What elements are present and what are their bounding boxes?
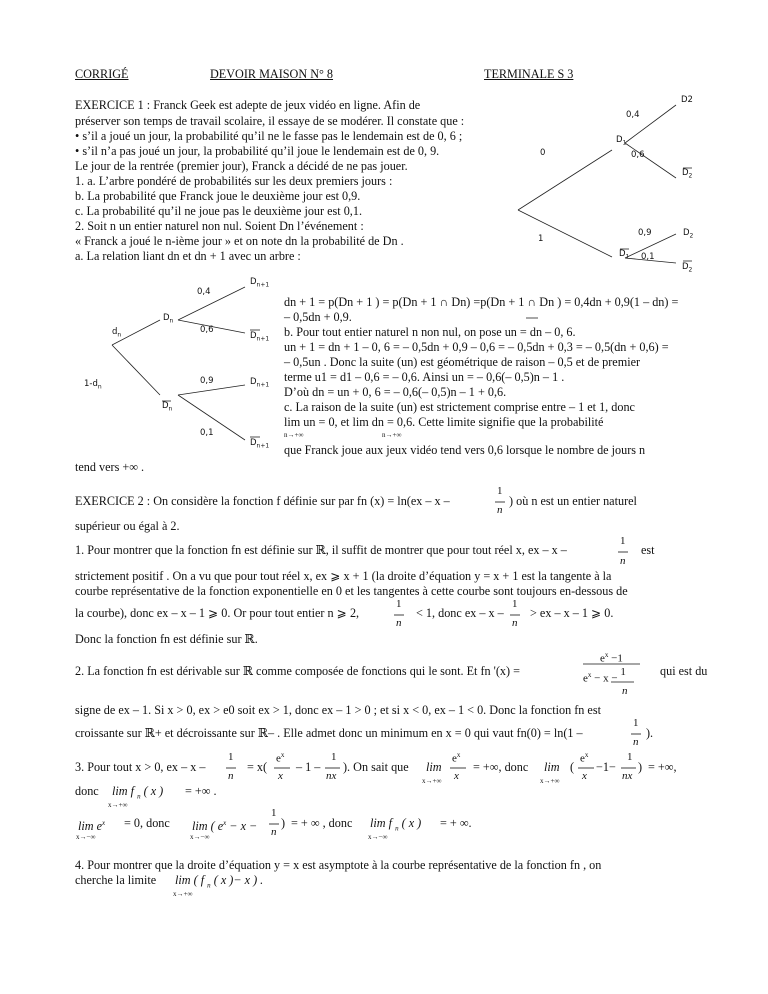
- tree2-dn: $D_n$: [163, 313, 174, 325]
- lim-7-sub: x→+∞: [173, 890, 193, 898]
- ex1-line-8: 2. Soit n un entier naturel non nul. Soient Dn l’événement :: [75, 219, 364, 233]
- tree1-p-04: 0,4: [626, 110, 640, 120]
- frac-num-7: $e^x$: [276, 751, 285, 765]
- ex2-intro-end: ) où n est un entier naturel: [509, 494, 637, 508]
- tree2-dn-prob: $d_n$: [112, 327, 122, 339]
- ex2-q3-b: = x(: [247, 760, 268, 774]
- ex1-answer-4: – 0,5un . Donc la suite (un) est géométrique de raison – 0,5 et de premier: [284, 355, 641, 369]
- lim-1: lim: [426, 760, 442, 774]
- lim-2-paren-close: ): [638, 760, 643, 774]
- tree2-p-06: 0,6: [200, 325, 214, 335]
- ex2-q2-c-end: ).: [646, 726, 654, 740]
- frac-den-8: nx: [326, 770, 337, 782]
- lim-4: $\lim e^x$: [78, 819, 106, 834]
- frac-num-9: $e^x$: [452, 751, 461, 765]
- ex2-q4-a: 4. Pour montrer que la droite d’équation y = x est asymptote à la courbe représentative de la fonction fn , on: [75, 858, 602, 872]
- tree1-p-0: 0: [540, 148, 546, 158]
- tree2-dn1-bar: $D_{n+1}$: [250, 331, 270, 343]
- ex2-q1-c: courbe représentative de la fonction exponentielle en 0 et les tangentes à cette courbe sont toujours en-dessous de: [75, 584, 628, 598]
- frac-den-6: n: [228, 770, 234, 782]
- frac-num-1: 1: [497, 485, 503, 497]
- lim-1-sub: x→+∞: [422, 777, 442, 785]
- lim-2-mid: −1−: [596, 760, 616, 774]
- lim-4-sub: x→−∞: [76, 833, 96, 841]
- ex1-line-5: 1. a. L’arbre pondéré de probabilités sur les deux premiers jours :: [75, 174, 393, 188]
- lim-2-paren-open: (: [570, 760, 575, 774]
- lim-5-sub: x→−∞: [190, 833, 210, 841]
- ex2-q3-d: ). On sait que: [343, 760, 409, 774]
- header-center: DEVOIR MAISON N° 8: [210, 67, 334, 81]
- ex2-q1-d3: > ex – x – 1 ⩾ 0.: [530, 606, 614, 620]
- ex1-line-3: • s’il n’a pas joué un jour, la probabilité qu’il joue le lendemain est de 0, 9.: [75, 144, 440, 158]
- tree2-p-04: 0,4: [197, 287, 211, 297]
- ex2-q1-d2: < 1, donc ex – x –: [416, 606, 504, 620]
- tree2-dn1-mid: $D_{n+1}$: [250, 377, 270, 389]
- ex2-q3-k: = + ∞.: [440, 816, 472, 830]
- lim-5-close: ): [281, 816, 286, 830]
- lim-sub-dn: n→+∞: [382, 431, 402, 439]
- ex1-line-9: « Franck a joué le n-ième jour » et on note dn la probabilité de Dn .: [75, 234, 404, 248]
- lim-3-sub: x→+∞: [108, 801, 128, 809]
- frac-num-11: 1: [627, 751, 633, 763]
- tree1-d2-bar: $D_2$: [682, 168, 693, 180]
- tree1-p-1: 1: [538, 234, 544, 244]
- tree2-one-minus-dn: $1-d_n$: [84, 379, 102, 391]
- frac-num-12: 1: [271, 807, 277, 819]
- ex1-line-0: EXERCICE 1 : Franck Geek est adepte de jeux vidéo en ligne. Afin de: [75, 98, 421, 112]
- ex1-line-4: Le jour de la rentrée (premier jour), Franck a décidé de ne pas jouer.: [75, 159, 408, 173]
- deriv-den-n: n: [622, 685, 628, 697]
- frac-den-12: n: [271, 826, 277, 838]
- tree2-dn-bar: $D_n$: [162, 401, 173, 413]
- ex2-q1-b: strictement positif . On a vu que pour tout réel x, ex ⩾ x + 1 (la droite d’équation y = x + 1 est la tangente à la: [75, 569, 612, 583]
- ex1-line-2: • s’il a joué un jour, la probabilité qu’il ne le fasse pas le lendemain est de 0, 6 ;: [75, 129, 463, 143]
- ex2-intro2: supérieur ou égal à 2.: [75, 519, 180, 533]
- lim-3: lim f $_n$ ( x ): [112, 784, 164, 801]
- ex2-q3-h: = +∞ .: [185, 784, 217, 798]
- tree1-p-01: 0,1: [641, 252, 655, 262]
- frac-den-4: n: [512, 617, 518, 629]
- frac-num-4: 1: [512, 598, 518, 610]
- ex2-q1-a: 1. Pour montrer que la fonction fn est définie sur ℝ, il suffit de montrer que pour tout réel x, ex – x –: [75, 543, 567, 557]
- tree2-dn1-top: $D_{n+1}$: [250, 277, 270, 289]
- ex2-q2-a: 2. La fonction fn est dérivable sur ℝ comme composée de fonctions qui le sont. Et fn '(x) =: [75, 664, 520, 678]
- frac-den-5: n: [633, 736, 639, 748]
- tree1-d2-mid: $D_2$: [683, 228, 694, 240]
- frac-den-10: x: [582, 770, 587, 782]
- ex1-answer-3: un + 1 = dn + 1 – 0, 6 = – 0,5dn + 0,9 – 0,6 = – 0,5dn + 0,3 = – 0,5(dn + 0,6) =: [284, 340, 669, 354]
- ex1-line-7: c. La probabilité qu’il ne joue pas le deuxième jour est 0,1.: [75, 204, 362, 218]
- ex1-answer-8: lim un = 0, et lim dn = 0,6. Cette limite signifie que la probabilité: [284, 415, 604, 429]
- frac-num-10: $e^x$: [580, 751, 589, 765]
- frac-den-3: n: [396, 617, 402, 629]
- frac-den-11: nx: [622, 770, 633, 782]
- ex1-line-6: b. La probabilité que Franck joue le deuxième jour est 0,9.: [75, 189, 361, 203]
- ex1-line-10: a. La relation liant dn et dn + 1 avec un arbre :: [75, 249, 301, 263]
- lim-6: lim f $_n$ ( x ): [370, 816, 422, 833]
- ex1-line-1: préserver son temps de travail scolaire, il essaye de se modérer. Il constate que :: [75, 114, 465, 128]
- tree2-p-01: 0,1: [200, 428, 214, 438]
- ex2-q3-g: donc: [75, 784, 99, 798]
- ex2-q3-e: = +∞, donc: [473, 760, 529, 774]
- ex2-intro: EXERCICE 2 : On considère la fonction f définie sur par fn (x) = ln(ex – x –: [75, 494, 450, 508]
- frac-den-7: x: [278, 770, 283, 782]
- frac-num-2: 1: [620, 535, 626, 547]
- ex1-answer-0: dn + 1 = p(Dn + 1 ) = p(Dn + 1 ∩ Dn) =p(Dn + 1 ∩ Dn ) = 0,4dn + 0,9(1 – dn) =: [284, 295, 679, 309]
- frac-num-8: 1: [331, 751, 337, 763]
- lim-2-sub: x→+∞: [540, 777, 560, 785]
- ex2-q3-f: = +∞,: [648, 760, 677, 774]
- ex2-q2-b: signe de ex – 1. Si x > 0, ex > e0 soit ex > 1, donc ex – 1 > 0 ; et si x < 0, ex – 1 < 0. Donc la fonction fn est: [75, 703, 601, 717]
- lim-6-sub: x→−∞: [368, 833, 388, 841]
- frac-den-9: x: [454, 770, 459, 782]
- ex2-q3-j: = + ∞ , donc: [291, 816, 353, 830]
- ex1-answer-6: D’où dn = un + 0, 6 = – 0,6(– 0,5)n – 1 + 0,6.: [284, 385, 507, 399]
- tree1-d2-top: D2: [681, 95, 693, 105]
- tree1-d1: $D_1$: [616, 135, 627, 147]
- ex2-q3-c: – 1 –: [296, 760, 321, 774]
- ex2-q2-c: croissante sur ℝ+ et décroissante sur ℝ– . Elle admet donc un minimum en x = 0 qui vaut fn(0) = ln(1 –: [75, 726, 583, 740]
- ex2-q3-i: = 0, donc: [124, 816, 170, 830]
- ex2-q1-d1: la courbe), donc ex – x – 1 ⩾ 0. Or pour tout entier n ⩾ 2,: [75, 606, 360, 620]
- frac-den-n: n: [497, 504, 503, 516]
- lim-2: lim: [544, 760, 560, 774]
- tree1-d2-bottom: $D_2$: [682, 262, 693, 274]
- deriv-den: $e^x - x - 1$: [583, 665, 626, 685]
- tree1-d1-bar: $D_1$: [619, 249, 630, 261]
- ex2-q3-a: 3. Pour tout x > 0, ex – x –: [75, 760, 206, 774]
- ex1-last-line: tend vers +∞ .: [75, 460, 145, 474]
- lim-7: lim ( f $_n$ ( x )− x ) .: [175, 873, 264, 890]
- deriv-num: $e^x -1$: [600, 651, 623, 665]
- tree2-dn1-bottom: $D_{n+1}$: [250, 438, 270, 450]
- header-right: TERMINALE S 3: [484, 67, 574, 81]
- ex1-answer-7: c. La raison de la suite (un) est strictement comprise entre – 1 et 1, donc: [284, 400, 635, 414]
- tree1-p-06: 0,6: [631, 150, 645, 160]
- ex1-answer-5: terme u1 = d1 – 0,6 = – 0,6. Ainsi un = – 0,6(– 0,5)n – 1 .: [284, 370, 565, 384]
- tree1-p-09: 0,9: [638, 228, 652, 238]
- tree2-p-09: 0,9: [200, 376, 214, 386]
- ex1-answer-1: – 0,5dn + 0,9.: [284, 310, 352, 324]
- ex1-answer-9: que Franck joue aux jeux vidéo tend vers 0,6 lorsque le nombre de jours n: [284, 443, 646, 457]
- frac-num-3: 1: [396, 598, 402, 610]
- ex1-answer-2: b. Pour tout entier naturel n non nul, on pose un = dn – 0, 6.: [284, 325, 576, 339]
- ex2-q1-a-end: est: [641, 543, 655, 557]
- ex2-q4-b: cherche la limite: [75, 873, 157, 887]
- frac-num-5: 1: [633, 717, 639, 729]
- header-left: CORRIGÉ: [75, 67, 129, 81]
- lim-sub-un: n→+∞: [284, 431, 304, 439]
- ex2-q2-a-end: qui est du: [660, 664, 708, 678]
- lim-5: lim ( $e^x - x$ −: [192, 819, 258, 834]
- frac-num-6: 1: [228, 751, 234, 763]
- frac-den-2: n: [620, 555, 626, 567]
- ex2-q1-e: Donc la fonction fn est définie sur ℝ.: [75, 632, 258, 646]
